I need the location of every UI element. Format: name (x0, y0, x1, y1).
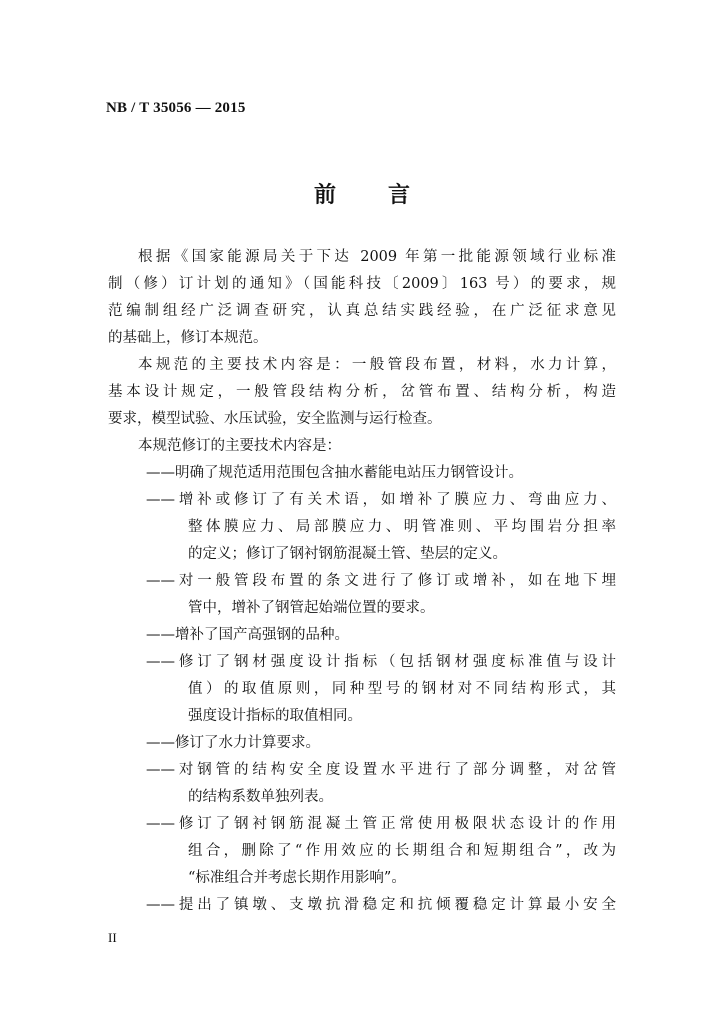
page-title (0, 178, 724, 209)
preface-body (108, 244, 616, 919)
list-item: ——提出了镇墩、支墩抗滑稳定和抗倾覆稳定计算最小安全 (146, 897, 616, 913)
list-item: ——增补或修订了有关术语，如增补了膜应力、弯曲应力、 (146, 492, 616, 508)
text-line: 要求，模型试验、水压试验，安全监测与运行检查。 (108, 411, 442, 427)
text-line: 本规范修订的主要技术内容是： (138, 438, 341, 454)
text-line: 根据《国家能源局关于下达 2009 年第一批能源领域行业标准 (138, 249, 616, 265)
text-line: 的基础上，修订本规范。 (108, 330, 268, 346)
list-item-continuation: 的定义；修订了钢衬钢筋混凝土管、垫层的定义。 (188, 546, 507, 562)
list-item-continuation: 组合，删除了“作用效应的长期组合和短期组合”，改为 (188, 843, 616, 859)
standard-number: NB / T 35056 — 2015 (106, 100, 246, 116)
page-title-char-2: 言 (388, 182, 411, 208)
list-item-continuation: 整体膜应力、局部膜应力、明管准则、平均围岩分担率 (188, 519, 616, 535)
list-item-continuation: 管中，增补了钢管起始端位置的要求。 (188, 600, 435, 616)
list-item: ——增补了国产高强钢的品种。 (146, 627, 349, 643)
list-item: ——修订了钢衬钢筋混凝土管正常使用极限状态设计的作用 (146, 816, 616, 832)
list-item-continuation: 强度设计指标的取值相同。 (188, 708, 362, 724)
list-item: ——修订了钢材强度设计指标（包括钢材强度标准值与设计 (146, 654, 616, 670)
list-item-continuation: 值）的取值原则，同种型号的钢材对不同结构形式，其 (188, 681, 616, 697)
text-line: 范编制组经广泛调查研究，认真总结实践经验，在广泛征求意见 (108, 303, 616, 319)
list-item-continuation: “标准组合并考虑长期作用影响”。 (188, 870, 406, 886)
text-line: 制（修）订计划的通知》（国能科技〔2009〕163 号）的要求，规 (108, 276, 616, 292)
list-item: ——对钢管的结构安全度设置水平进行了部分调整，对岔管 (146, 762, 616, 778)
list-item: ——对一般管段布置的条文进行了修订或增补，如在地下埋 (146, 573, 616, 589)
list-item: ——明确了规范适用范围包含抽水蓄能电站压力钢管设计。 (146, 465, 523, 481)
list-item: ——修订了水力计算要求。 (146, 735, 320, 751)
text-line: 本规范的主要技术内容是：一般管段布置，材料，水力计算， (138, 357, 616, 373)
text-line: 基本设计规定，一般管段结构分析，岔管布置、结构分析，构造 (108, 384, 616, 400)
list-item-continuation: 的结构系数单独列表。 (188, 789, 333, 805)
page-title-char-1: 前 (313, 182, 336, 208)
page-number: II (108, 930, 117, 945)
